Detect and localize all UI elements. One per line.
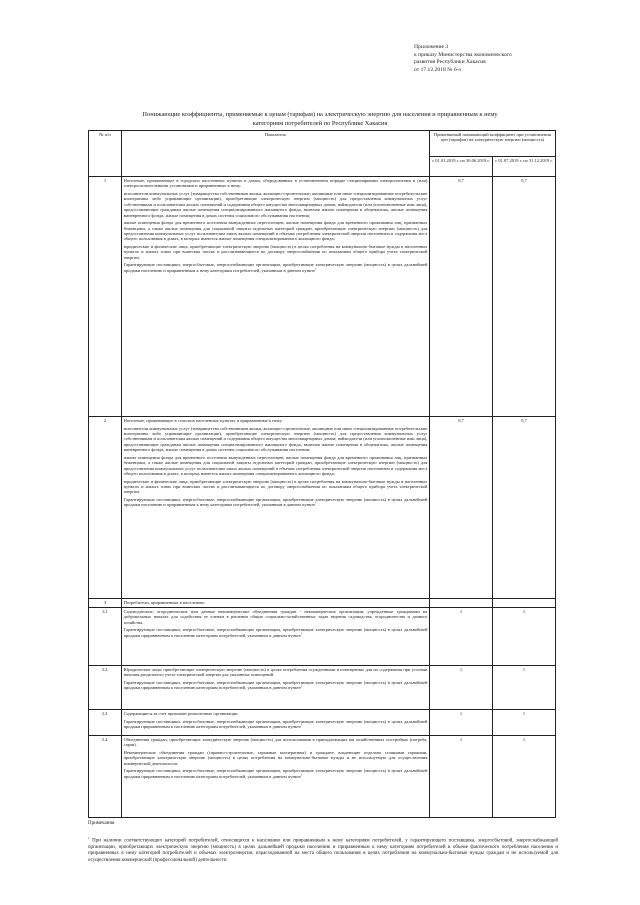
row-paragraph (124, 719, 428, 730)
footnote-mark: 1 (88, 835, 90, 840)
row-paragraph (124, 609, 428, 625)
table-body (89, 177, 556, 818)
appendix-line: Приложение 3 (414, 44, 449, 50)
coef-value-period-1 (430, 599, 493, 608)
row-paragraph (124, 680, 428, 691)
row-paragraph-text: Объединения граждан, приобретающих электрическую энергию (мощность) для использования в принадлежащих им хозяйственных постройках (погреба, сараи). (123, 736, 428, 748)
footnote-ref: 1 (300, 683, 303, 688)
row-paragraph (124, 220, 428, 242)
row-paragraph (124, 262, 428, 273)
footnote-ref: 1 (300, 722, 303, 727)
coef-value-period-2: 1 (493, 710, 556, 736)
row-paragraph-text: Гарантирующие поставщики, энергосбытовые, энергоснабжающие организации, приобретающие электрическую энергию (мощность) в целях дальнейшей продажи приравненным к населению категориям потребителей, указанным в данном пункте (123, 718, 428, 729)
row-paragraph-text: юридические и физические лица, приобретающие электрическую энергию (мощность) в целях потребления на коммунально-бытовые нужды в населенных пунктах и жилых зонах при воинских частях и рассчитывающиеся по договору энергоснабжения по показаниям общего прибора учета электрической энергии. (123, 478, 428, 495)
table-row (89, 666, 556, 710)
header-period-1: с 01.01.2019 г. по 30.06.2019 г. (430, 157, 493, 177)
coef-value-period-2: 0,7 (493, 417, 556, 599)
coef-value-period-1: 1 (430, 710, 493, 736)
row-description (122, 666, 430, 710)
row-number: 1 (89, 177, 122, 417)
coef-value-period-2: 1 (493, 666, 556, 710)
row-number: 3.2. (89, 666, 122, 710)
table-row (89, 599, 556, 608)
notes-title: Примечания (88, 821, 115, 826)
coef-value-period-1: 0,7 (430, 417, 493, 599)
table-row (89, 710, 556, 736)
footnote (88, 835, 558, 865)
row-paragraph-text: исполнители коммунальных услуг (товарищества собственников жилья, жилищно-строительные, жилищные или иные специализированные потребительские кооперативы либо управляющие организации), приобретающие электрическую энергию (мощность) для предоставления коммунальных услуг собственникам и пользователям жилых помещений и содержания общего имущества многоквартирных домов; наймодатели (или уполномоченные ими лица), предоставляющие гражданам жилые помещения специализированного жилищного фонда, включая жилые помещения в общежитиях, жилые помещения маневренного фонда, жилые помещения в домах системы социального обслуживания населения; (123, 425, 428, 453)
row-paragraph-text: Гарантирующие поставщики, энергосбытовые, энергоснабжающие организации, приобретающие электрическую энергию (мощность) в целях дальнейшей продажи населению и приравненным к нему категориям потребителей, указанным в данном пункте (123, 262, 428, 273)
row-description (122, 710, 430, 736)
row-paragraph-text: Содержащиеся за счет прихожан религиозные организации. (123, 710, 239, 716)
row-paragraph-text: жилые помещения фонда для временного поселения вынужденных переселенцев, жилые помещения фонда для временного проживания лиц, признанных беженцами, а также жилые помещения для социальной защиты отдельных категорий граждан, приобретающие электрическую энергию (мощность) для предоставления коммунальных услуг пользователям таких жилых помещений в объемах потребления электрической энергии населением и содержания мест общего пользования в домах, в которых имеются жилые помещения специализированного жилищного фонда; (123, 220, 428, 242)
row-number: 2 (89, 417, 122, 599)
row-description (122, 417, 430, 599)
row-paragraph (124, 737, 428, 748)
row-paragraph (124, 244, 428, 260)
coef-value-period-1: 0,7 (430, 177, 493, 417)
row-number: 3.3. (89, 710, 122, 736)
row-description (122, 608, 430, 666)
row-number: 3.4. (89, 736, 122, 818)
header-coef-group: Применяемый понижающий коэффициент при установлении цен (тарифов) на электрическую энергию (мощность) (430, 131, 556, 157)
row-paragraph-text: Гарантирующие поставщики, энергосбытовые, энергоснабжающие организации, приобретающие электрическую энергию (мощность) в целях дальнейшей продажи населению и приравненным к нему категориям потребителей, указанным в данном пункте (123, 497, 428, 508)
footnote-ref: 1 (300, 772, 303, 777)
coef-value-period-1: 1 (430, 608, 493, 666)
footnote-ref: 1 (315, 266, 317, 271)
row-paragraph-text: Юридические лица, приобретающие электрическую энергию (мощность) в целях потребления осужденными в помещениях для их содержания при условии наличия раздельного учета электрической энергии для указанных помещений. (123, 666, 428, 678)
row-paragraph-text: Садоводческие, огороднические или дачные некоммерческие объединения граждан - некоммерческие организации, учрежденные гражданами на добровольных началах для содействия ее членам в решении общих социально-хозяйственных задач ведения садоводства, огородничества и дачного хозяйства. (123, 608, 428, 625)
row-paragraph (124, 750, 428, 766)
appendix-line: развития Республики Хакасия (414, 59, 486, 66)
table-row (89, 417, 556, 599)
header-indicator: Показатель (122, 131, 430, 177)
appendix-line: от 17.12.2018 № 6-э (414, 66, 461, 73)
row-description (122, 736, 430, 818)
document-title (100, 111, 540, 128)
row-paragraph (124, 497, 428, 508)
row-paragraph-text: исполнители коммунальных услуг (товарищества собственников жилья, жилищно-строительные, жилищные или иные специализированные потребительские кооперативы либо управляющие организации), приобретающие электрическую энергию (мощность) для предоставления коммунальных услуг собственникам и пользователям жилых помещений и содержания общего имущества многоквартирных домов; наймодатели (или уполномоченные ими лица), предоставляющие гражданам жилые помещения специализированного жилищного фонда, включая жилые помещения в общежитиях, жилые помещения маневренного фонда, жилые помещения в домах системы социального обслуживания населения; (123, 190, 428, 218)
row-paragraph-text: Гарантирующие поставщики, энергосбытовые, энергоснабжающие организации, приобретающие электрическую энергию (мощность) в целях дальнейшей продажи приравненным к населению категориям потребителей, указанным в данном пункте (123, 768, 428, 779)
row-paragraph (124, 768, 428, 779)
row-paragraph (124, 627, 428, 638)
row-number: 3.1 (89, 608, 122, 666)
appendix-block (414, 44, 614, 74)
table-row (89, 608, 556, 666)
row-paragraph-text: Потребители, приравненные к населению: (123, 599, 206, 605)
row-paragraph (124, 479, 428, 495)
coefficients-table (88, 130, 556, 818)
row-paragraph-text: Некоммерческие объединения граждан (гаражно-строительные, гаражные кооперативы) и граждане, владеющие отдельно стоящими гаражами, приобретающие электрическую энергию (мощность) в целях потребления на коммунально-бытовые нужды и не используемую для осуществления коммерческой деятельности. (123, 749, 428, 766)
row-paragraph-text: Население, проживающее в сельских населенных пунктах и приравненные к нему: (123, 417, 283, 423)
coef-value-period-2 (493, 599, 556, 608)
footnote-text: При наличии соответствующих категорий потребителей, относящихся к населению или приравненным к нему категориям потребителей, у гарантирующего поставщика, энергосбытовой, энергоснабжающей организации, приобретающих электрическую энергию (мощность) в целях дальнейшей продажи населению и приравненным к нему категориям потребителей в объеме фактического потребления населения и приравненных к нему категорий потребителей и объемах электроэнергии, израсходованной на места общего пользования в целях потребления на коммунально-бытовые нужды граждан и не используемой для осуществления коммерческой (профессиональной) деятельности (88, 838, 558, 864)
table-header-row (89, 131, 556, 157)
footnote-ref: 1 (300, 631, 303, 636)
row-description (122, 177, 430, 417)
header-num: № п/п (89, 131, 122, 177)
coef-value-period-1: 1 (430, 666, 493, 710)
row-paragraph-text: Гарантирующие поставщики, энергосбытовые, энергоснабжающие организации, приобретающие электрическую энергию (мощность) в целях дальнейшей продажи приравненным к населению категориям потребителей, указанным в данном пункте (123, 627, 428, 638)
notes-block (88, 821, 558, 865)
title-line: Понижающие коэффициенты, применяемые к ценам (тарифам) на электрическую энергию для населения и приравненным к нему (142, 111, 498, 118)
coef-value-period-1: 1 (430, 736, 493, 818)
table-row (89, 177, 556, 417)
row-paragraph-text: юридические и физические лица, приобретающие электрическую энергию (мощность) в целях потребления на коммунально-бытовые нужды в населенных пунктах и жилых зонах при воинских частях и рассчитывающиеся по договору энергоснабжения по показаниям общего прибора учета электрической энергии. (123, 244, 428, 260)
row-paragraph-text: жилые помещения фонда для временного поселения вынужденных переселенцев, жилые помещения фонда для временного проживания лиц, признанных беженцами, а также жилые помещения для социальной защиты отдельных категорий граждан, приобретающие электрическую энергию (мощность) для предоставления коммунальных услуг пользователям таких жилых помещений в объемах потребления электрической энергии населением и содержания мест общего пользования в домах, в которых имеются жилые помещения специализированного жилищного фонда; (123, 454, 428, 476)
table-row (89, 736, 556, 818)
title-line: категориям потребителей по Республике Хакасия (252, 119, 388, 127)
coef-value-period-2: 0,7 (493, 177, 556, 417)
coef-value-period-2: 1 (493, 736, 556, 818)
appendix-line: к приказу Министерства экономического (414, 51, 512, 58)
row-paragraph (124, 178, 428, 189)
row-paragraph (124, 426, 428, 453)
row-paragraph (124, 191, 428, 218)
header-period-2: с 01.07.2019 г. по 31.12.2019 г. (493, 157, 556, 177)
row-paragraph-text: Население, проживающее в городских населенных пунктах в домах, оборудованных в установленном порядке стационарными электроплитами и (или) электроотопительными установками и приравненные к нему: (123, 177, 428, 189)
coef-value-period-2: 1 (493, 608, 556, 666)
row-paragraph (124, 455, 428, 477)
row-paragraph (124, 667, 428, 678)
row-paragraph-text: Гарантирующие поставщики, энергосбытовые, энергоснабжающие организации, приобретающие электрическую энергию (мощность) в целях дальнейшей продажи приравненным к населению категориям потребителей, указанным в данном пункте (123, 679, 428, 691)
row-paragraph (124, 600, 428, 605)
footnote-ref: 1 (315, 500, 317, 505)
row-description (122, 599, 430, 608)
row-number: 3 (89, 599, 122, 608)
